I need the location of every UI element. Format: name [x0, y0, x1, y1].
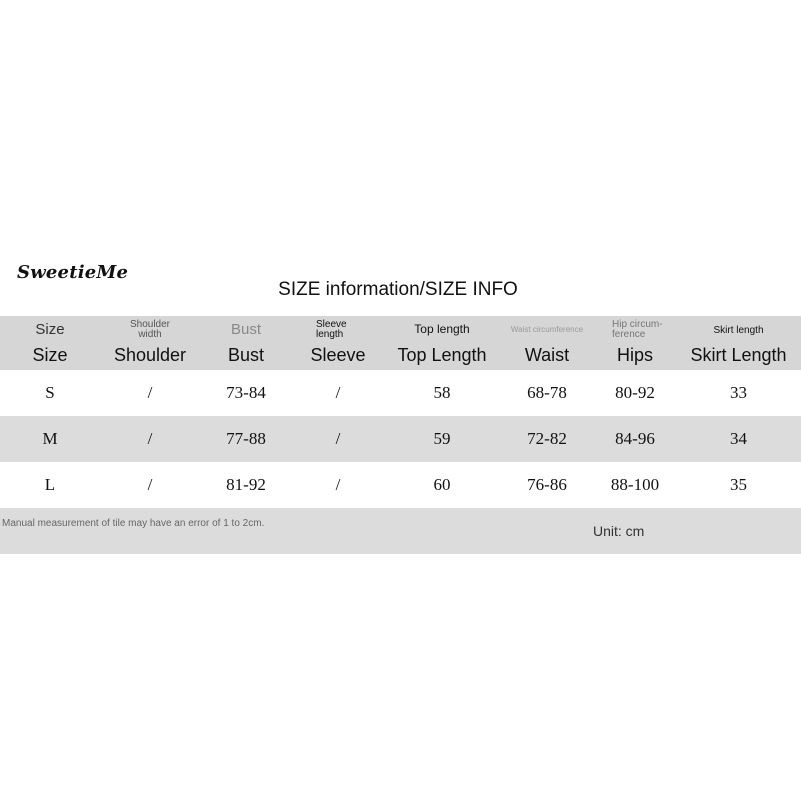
page-title-text: SIZE information/SIZE INFO — [278, 279, 518, 300]
header-sub-label: Shoulder width — [129, 319, 171, 340]
header-cell-skirt-length — [676, 316, 801, 370]
table-cell: / — [335, 383, 341, 402]
table-cell: 35 — [730, 475, 747, 494]
unit-label: Unit: cm — [593, 523, 645, 539]
table-cell: M — [42, 429, 58, 448]
table-cell: 84-96 — [615, 429, 655, 448]
table-header — [0, 316, 801, 370]
header-sub-label: Hip circum-ference — [612, 319, 663, 340]
header-sub-label: Skirt length — [713, 325, 764, 336]
header-cell-size — [0, 316, 100, 370]
header-label: Shoulder — [113, 345, 187, 365]
table-cell: / — [147, 383, 153, 402]
table-footer — [0, 508, 801, 554]
header-sub-label: Size — [35, 321, 65, 338]
table-cell: 34 — [730, 429, 747, 448]
measurement-note: Manual measurement of tile may have an error of 1 to 2cm. — [2, 518, 265, 529]
table-row — [0, 462, 801, 508]
header-cell-top-length — [384, 316, 500, 370]
header-cell-waist — [500, 316, 594, 370]
table-cell: L — [44, 475, 56, 494]
table-row — [0, 370, 801, 416]
header-sub-label: Top length — [414, 322, 470, 336]
header-sub-label: Waist circumference — [510, 325, 584, 334]
brand-logo: SweetieMe — [17, 262, 129, 283]
header-label: Hips — [616, 345, 653, 365]
header-cell-shoulder — [100, 316, 200, 370]
header-label: Top Length — [397, 345, 487, 365]
table-cell: 81-92 — [226, 475, 266, 494]
table-cell: 59 — [433, 429, 451, 448]
table-cell: 88-100 — [610, 475, 660, 494]
table-cell: 58 — [433, 383, 451, 402]
header-sub-label: Sleeve length — [316, 319, 347, 340]
header-cell-sleeve — [292, 316, 384, 370]
header-label: Skirt Length — [690, 345, 787, 365]
header-label: Waist — [524, 345, 570, 365]
header-cell-hips — [594, 316, 676, 370]
table-cell: 80-92 — [615, 383, 655, 402]
table-cell: 76-86 — [527, 475, 567, 494]
header-cell-bust — [200, 316, 292, 370]
table-cell: S — [45, 383, 55, 402]
header-label: Size — [32, 345, 68, 365]
table-cell: 77-88 — [226, 429, 266, 448]
header-label: Sleeve — [310, 345, 366, 365]
table-cell: 33 — [730, 383, 747, 402]
table-cell: / — [147, 429, 153, 448]
table-cell: 73-84 — [226, 383, 266, 402]
table-cell: 68-78 — [527, 383, 567, 402]
header-sub-label: Bust — [230, 321, 261, 338]
table-cell: / — [335, 429, 341, 448]
size-table — [0, 316, 801, 554]
table-row — [0, 416, 801, 462]
header-label: Bust — [227, 345, 265, 365]
table-cell: / — [335, 475, 341, 494]
table-cell: / — [147, 475, 153, 494]
page-title — [0, 279, 801, 301]
table-cell: 60 — [433, 475, 451, 494]
table-cell: 72-82 — [527, 429, 567, 448]
